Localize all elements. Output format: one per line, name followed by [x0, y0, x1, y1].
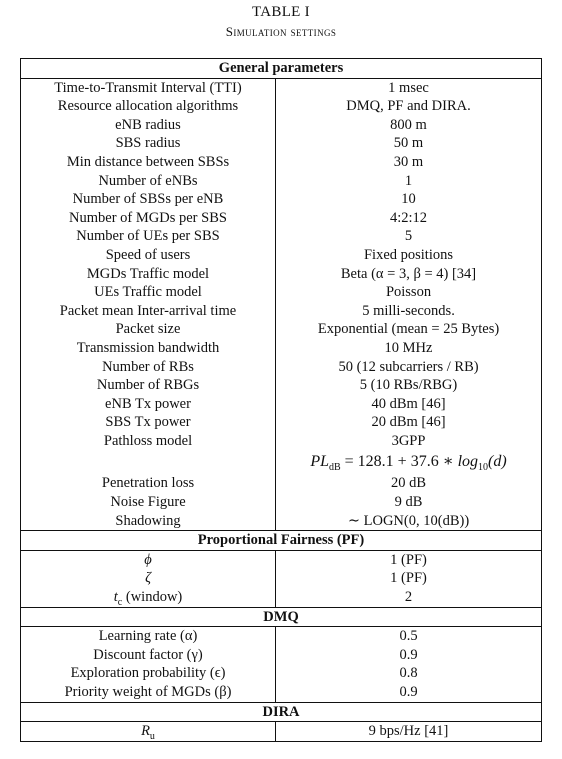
- parameter-value-cell: Exponential (mean = 25 Bytes): [276, 320, 542, 339]
- table-row: [21, 209, 542, 228]
- pathloss-formula: [310, 453, 507, 474]
- parameter-value-cell: 5 milli-seconds.: [276, 302, 542, 321]
- formula-pl: PL: [310, 453, 329, 471]
- table-row: [21, 413, 542, 432]
- parameter-name-cell: SBS Tx power: [21, 413, 276, 432]
- parameter-value-cell: 2: [276, 588, 542, 607]
- parameter-value-cell: 30 m: [276, 153, 542, 172]
- window-label: (window): [122, 589, 183, 606]
- parameter-name-cell: Exploration probability (ϵ): [21, 664, 276, 683]
- parameter-name-cell: Priority weight of MGDs (β): [21, 683, 276, 702]
- table-row: [21, 339, 542, 358]
- parameter-name-cell: Number of RBGs: [21, 376, 276, 395]
- dira-section: [21, 702, 542, 741]
- parameter-value-cell: 10 MHz: [276, 339, 542, 358]
- general-parameters-header: General parameters: [21, 59, 542, 79]
- parameter-name-cell: [21, 588, 276, 607]
- pf-section: [21, 531, 542, 607]
- formula-log-base: 10: [478, 462, 489, 474]
- parameter-name-cell: ζ: [21, 569, 276, 588]
- empty-cell: [21, 450, 276, 474]
- formula-pl-sub: dB: [328, 462, 341, 474]
- dmq-section: [21, 607, 542, 702]
- table-row: [21, 134, 542, 153]
- parameter-name-cell: Min distance between SBSs: [21, 153, 276, 172]
- parameter-value-cell: 1 (PF): [276, 550, 542, 569]
- table-row: [21, 493, 542, 512]
- dmq-header: DMQ: [21, 607, 542, 627]
- parameter-name-cell: eNB radius: [21, 116, 276, 135]
- parameter-value-cell: 1 (PF): [276, 569, 542, 588]
- parameter-value-cell: 800 m: [276, 116, 542, 135]
- table-row: [21, 320, 542, 339]
- formula-log: log: [457, 453, 479, 471]
- table-row: [21, 302, 542, 321]
- table-row: [21, 683, 542, 702]
- parameter-name-cell: Discount factor (γ): [21, 646, 276, 665]
- pf-header: Proportional Fairness (PF): [21, 531, 542, 551]
- parameter-value-cell: 4:2:12: [276, 209, 542, 228]
- parameter-value-cell: 50 m: [276, 134, 542, 153]
- table-caption-title: TABLE I: [252, 4, 310, 20]
- parameter-value-cell: 5 (10 RBs/RBG): [276, 376, 542, 395]
- table-row: [21, 283, 542, 302]
- parameter-name-cell: Pathloss model: [21, 432, 276, 451]
- parameter-value-cell: DMQ, PF and DIRA.: [276, 97, 542, 116]
- parameter-name-cell: SBS radius: [21, 134, 276, 153]
- parameter-name-cell: Transmission bandwidth: [21, 339, 276, 358]
- table-row: [21, 588, 542, 607]
- parameter-value-cell: Poisson: [276, 283, 542, 302]
- section-header-row: [21, 607, 542, 627]
- parameter-value-cell: 0.9: [276, 683, 542, 702]
- ru-symbol-sub: u: [149, 731, 155, 743]
- table-row: [21, 646, 542, 665]
- table-row: [21, 172, 542, 191]
- parameter-name-cell: Learning rate (α): [21, 627, 276, 646]
- parameter-name-cell: Time-to-Transmit Interval (TTI): [21, 78, 276, 97]
- parameter-name-cell: Packet size: [21, 320, 276, 339]
- parameter-value-cell: 40 dBm [46]: [276, 395, 542, 414]
- section-header-row: [21, 531, 542, 551]
- table-row: [21, 358, 542, 377]
- table-row: [21, 722, 542, 742]
- parameter-name-cell: Number of UEs per SBS: [21, 227, 276, 246]
- pathloss-formula-cell: [276, 450, 542, 474]
- table-row: [21, 376, 542, 395]
- parameter-value-cell: 10: [276, 190, 542, 209]
- parameter-value-cell: Beta (α = 3, β = 4) [34]: [276, 265, 542, 284]
- table-row: [21, 190, 542, 209]
- table-row: [21, 246, 542, 265]
- general-parameters-section: [21, 59, 542, 531]
- formula-arg: (d): [488, 453, 507, 471]
- parameter-name-cell: ϕ: [21, 550, 276, 569]
- parameter-value-cell: 1: [276, 172, 542, 191]
- parameter-name-cell: [21, 722, 276, 742]
- window-symbol: t: [113, 589, 118, 606]
- section-header-row: [21, 702, 542, 722]
- parameter-name-cell: Speed of users: [21, 246, 276, 265]
- parameter-name-cell: Packet mean Inter-arrival time: [21, 302, 276, 321]
- parameter-value-cell: 20 dBm [46]: [276, 413, 542, 432]
- table-caption-subtitle: Simulation settings: [225, 24, 337, 39]
- parameter-name-cell: Number of MGDs per SBS: [21, 209, 276, 228]
- table-row: [21, 78, 542, 97]
- parameter-value-cell: ∼ LOGN(0, 10(dB)): [276, 512, 542, 531]
- simulation-settings-table: [20, 58, 542, 742]
- parameter-name-cell: Noise Figure: [21, 493, 276, 512]
- parameter-value-cell: 1 msec: [276, 78, 542, 97]
- dira-header: DIRA: [21, 702, 542, 722]
- parameter-name-cell: eNB Tx power: [21, 395, 276, 414]
- table-row: [21, 432, 542, 451]
- table-row: [21, 550, 542, 569]
- parameter-value-cell: 5: [276, 227, 542, 246]
- parameter-value-cell: Fixed positions: [276, 246, 542, 265]
- parameter-value-cell: 9 bps/Hz [41]: [276, 722, 542, 742]
- table-row: [21, 474, 542, 493]
- table-row: [21, 569, 542, 588]
- parameter-name-cell: Shadowing: [21, 512, 276, 531]
- parameter-name-cell: MGDs Traffic model: [21, 265, 276, 284]
- table-row: [21, 153, 542, 172]
- table-row: [21, 116, 542, 135]
- table-row: [21, 664, 542, 683]
- parameter-name-cell: UEs Traffic model: [21, 283, 276, 302]
- table-row: [21, 627, 542, 646]
- table-row: [21, 265, 542, 284]
- parameter-value-cell: 0.5: [276, 627, 542, 646]
- table-row: [21, 227, 542, 246]
- section-header-row: [21, 59, 542, 79]
- parameter-value-cell: 0.9: [276, 646, 542, 665]
- parameter-value-cell: 50 (12 subcarriers / RB): [276, 358, 542, 377]
- parameter-name-cell: Number of RBs: [21, 358, 276, 377]
- parameter-name-cell: Resource allocation algorithms: [21, 97, 276, 116]
- table-row: [21, 512, 542, 531]
- formula-constants: = 128.1 + 37.6 ∗: [340, 453, 458, 471]
- parameter-name-cell: Penetration loss: [21, 474, 276, 493]
- parameter-value-cell: 20 dB: [276, 474, 542, 493]
- ru-symbol: R: [141, 723, 150, 740]
- parameter-value-cell: 0.8: [276, 664, 542, 683]
- parameter-name-cell: Number of eNBs: [21, 172, 276, 191]
- table-row: [21, 97, 542, 116]
- table-row: [21, 395, 542, 414]
- window-symbol-sub: c: [117, 596, 123, 608]
- parameter-name-cell: Number of SBSs per eNB: [21, 190, 276, 209]
- parameter-value-cell: 3GPP: [276, 432, 542, 451]
- pathloss-formula-row: [21, 450, 542, 474]
- parameter-value-cell: 9 dB: [276, 493, 542, 512]
